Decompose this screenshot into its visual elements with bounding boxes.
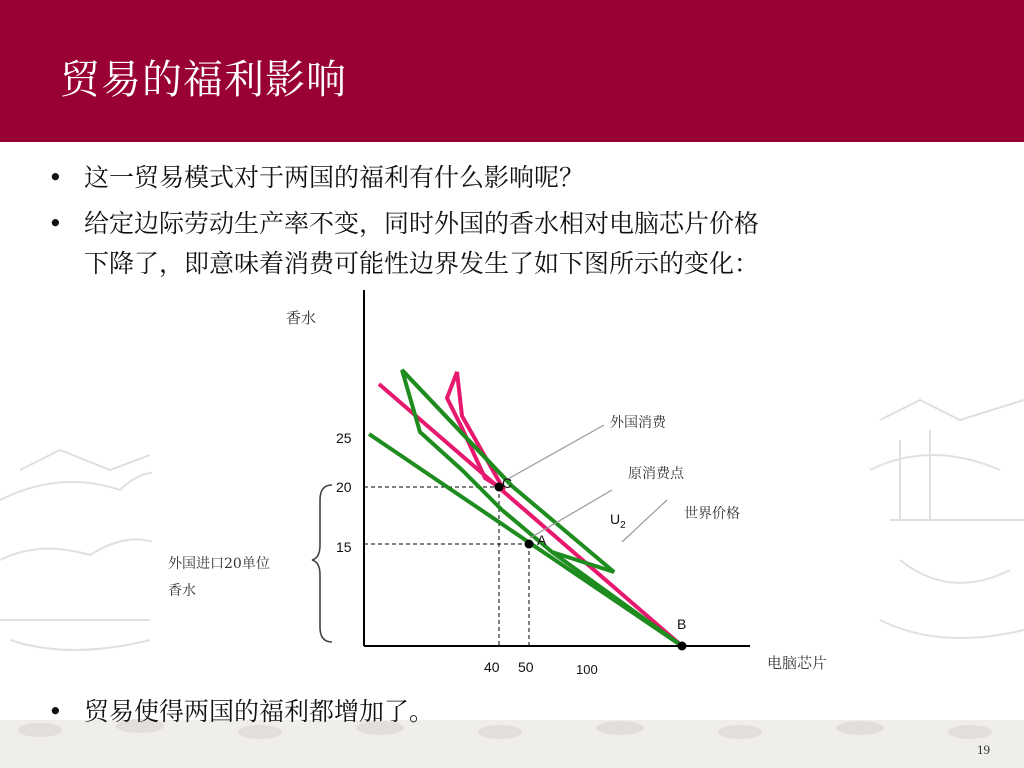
bullet-marker: • (48, 697, 63, 726)
annotation-original-consumption: 原消费点 (628, 466, 684, 482)
y-axis-label: 香水 (286, 309, 317, 327)
bullet-text-line2: 下降了，即意味着消费可能性边界发生了如下图所示的变化： (84, 249, 760, 278)
y-tick-label: 25 (336, 430, 352, 446)
x-tick-label: 100 (576, 662, 598, 677)
bullet-marker: • (48, 163, 63, 192)
bullet-text-line1: 给定边际劳动生产率不变，同时外国的香水相对电脑芯片价格 (84, 209, 760, 238)
point-a-label: A (537, 532, 547, 548)
bullet-item-conclusion (48, 692, 948, 732)
slide-title: 贸易的福利影响 (60, 57, 347, 103)
y-tick-label: 20 (336, 479, 352, 495)
chart-panel (152, 290, 858, 686)
x-axis-label: 电脑芯片 (767, 654, 828, 672)
point-b-label: B (677, 616, 687, 632)
point-b-marker (678, 642, 687, 651)
indifference-curve-label: U (610, 511, 621, 527)
annotation-import-line1: 外国进口20单位 (168, 556, 270, 572)
bullet-item-welfare-question (48, 158, 948, 198)
consumption-possibility-frontier (402, 370, 614, 572)
callout-leader-world-price (622, 500, 667, 542)
import-brace (312, 485, 332, 642)
annotation-world-price: 世界价格 (684, 506, 740, 522)
consumption-possibility-chart (152, 290, 858, 686)
point-c-label: C (502, 475, 513, 491)
annotation-foreign-consumption: 外国消费 (610, 415, 666, 431)
indifference-curve-u2 (447, 372, 504, 490)
bullet-text: 这一贸易模式对于两国的福利有什么影响呢？ (84, 163, 585, 192)
bullet-item-price-change (48, 204, 948, 284)
x-tick-label: 40 (484, 659, 500, 675)
bullet-marker: • (48, 209, 63, 238)
bullet-text: 贸易使得两国的福利都增加了。 (84, 697, 435, 726)
x-tick-label: 50 (518, 659, 534, 675)
annotation-indifference-curve (610, 511, 626, 531)
title-bar (0, 0, 1024, 142)
callout-leader-foreign-consumption (506, 425, 604, 480)
frontier-return-line (552, 552, 682, 646)
point-a-marker (525, 540, 534, 549)
page-number: 19 (977, 742, 990, 757)
annotation-import-line2: 香水 (168, 583, 196, 599)
y-tick-label: 15 (336, 539, 352, 555)
indifference-curve-subscript: 2 (620, 520, 626, 531)
